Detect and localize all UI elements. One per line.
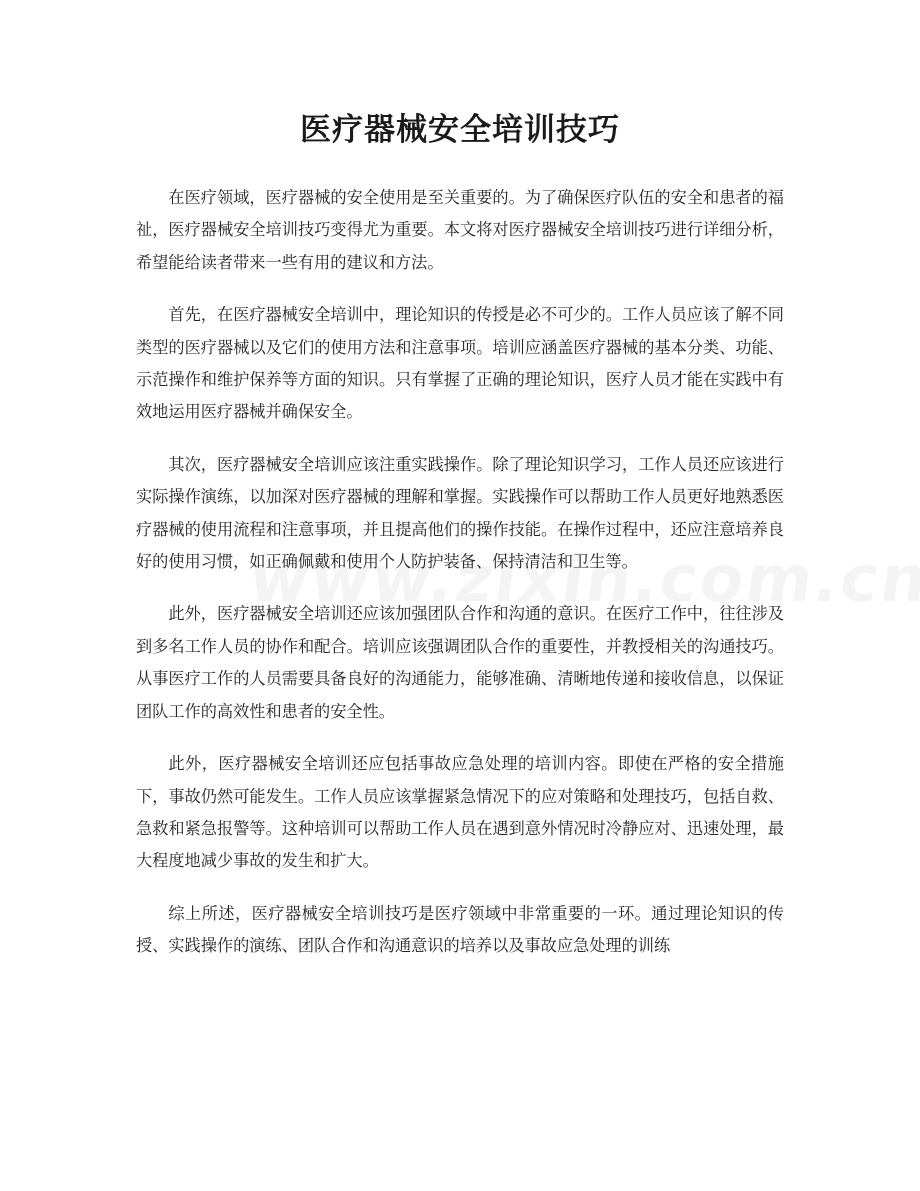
document-body xyxy=(136,182,784,983)
paragraph-intro: 在医疗领域，医疗器械的安全使用是至关重要的。为了确保医疗队伍的安全和患者的福祉，医疗器械安全培训技巧变得尤为重要。本文将对医疗器械安全培训技巧进行详细分析，希望能给读者带来一些有用的建议和方法。 xyxy=(136,188,784,272)
paragraph-emergency: 此外，医疗器械安全培训还应包括事故应急处理的培训内容。即使在严格的安全措施下，事故仍然可能发生。工作人员应该掌握紧急情况下的应对策略和处理技巧，包括自救、急救和紧急报警等。这种培训可以帮助工作人员在遇到意外情况时冷静应对、迅速处理，最大程度地减少事故的发生和扩大。 xyxy=(136,754,784,871)
paragraph-practice: 其次，医疗器械安全培训应该注重实践操作。除了理论知识学习，工作人员还应该进行实际操作演练，以加深对医疗器械的理解和掌握。实践操作可以帮助工作人员更好地熟悉医疗器械的使用流程和注意事项，并且提高他们的操作技能。在操作过程中，还应注意培养良好的使用习惯，如正确佩戴和使用个人防护装备、保持清洁和卫生等。 xyxy=(136,454,784,572)
paragraph-teamwork: 此外，医疗器械安全培训还应该加强团队合作和沟通的意识。在医疗工作中，往往涉及到多名工作人员的协作和配合。培训应该强调团队合作的重要性，并教授相关的沟通技巧。从事医疗工作的人员需要具备良好的沟通能力，能够准确、清晰地传递和接收信息，以保证团队工作的高效性和患者的安全性。 xyxy=(136,604,784,721)
paragraph-theory: 首先，在医疗器械安全培训中，理论知识的传授是必不可少的。工作人员应该了解不同类型的医疗器械以及它们的使用方法和注意事项。培训应涵盖医疗器械的基本分类、功能、示范操作和维护保养等方面的知识。只有掌握了正确的理论知识，医疗人员才能在实践中有效地运用医疗器械并确保安全。 xyxy=(136,305,784,422)
paragraph-conclusion: 综上所述，医疗器械安全培训技巧是医疗领域中非常重要的一环。通过理论知识的传授、实践操作的演练、团队合作和沟通意识的培养以及事故应急处理的训练 xyxy=(136,903,784,956)
document-title: 医疗器械安全培训技巧 xyxy=(300,112,620,148)
